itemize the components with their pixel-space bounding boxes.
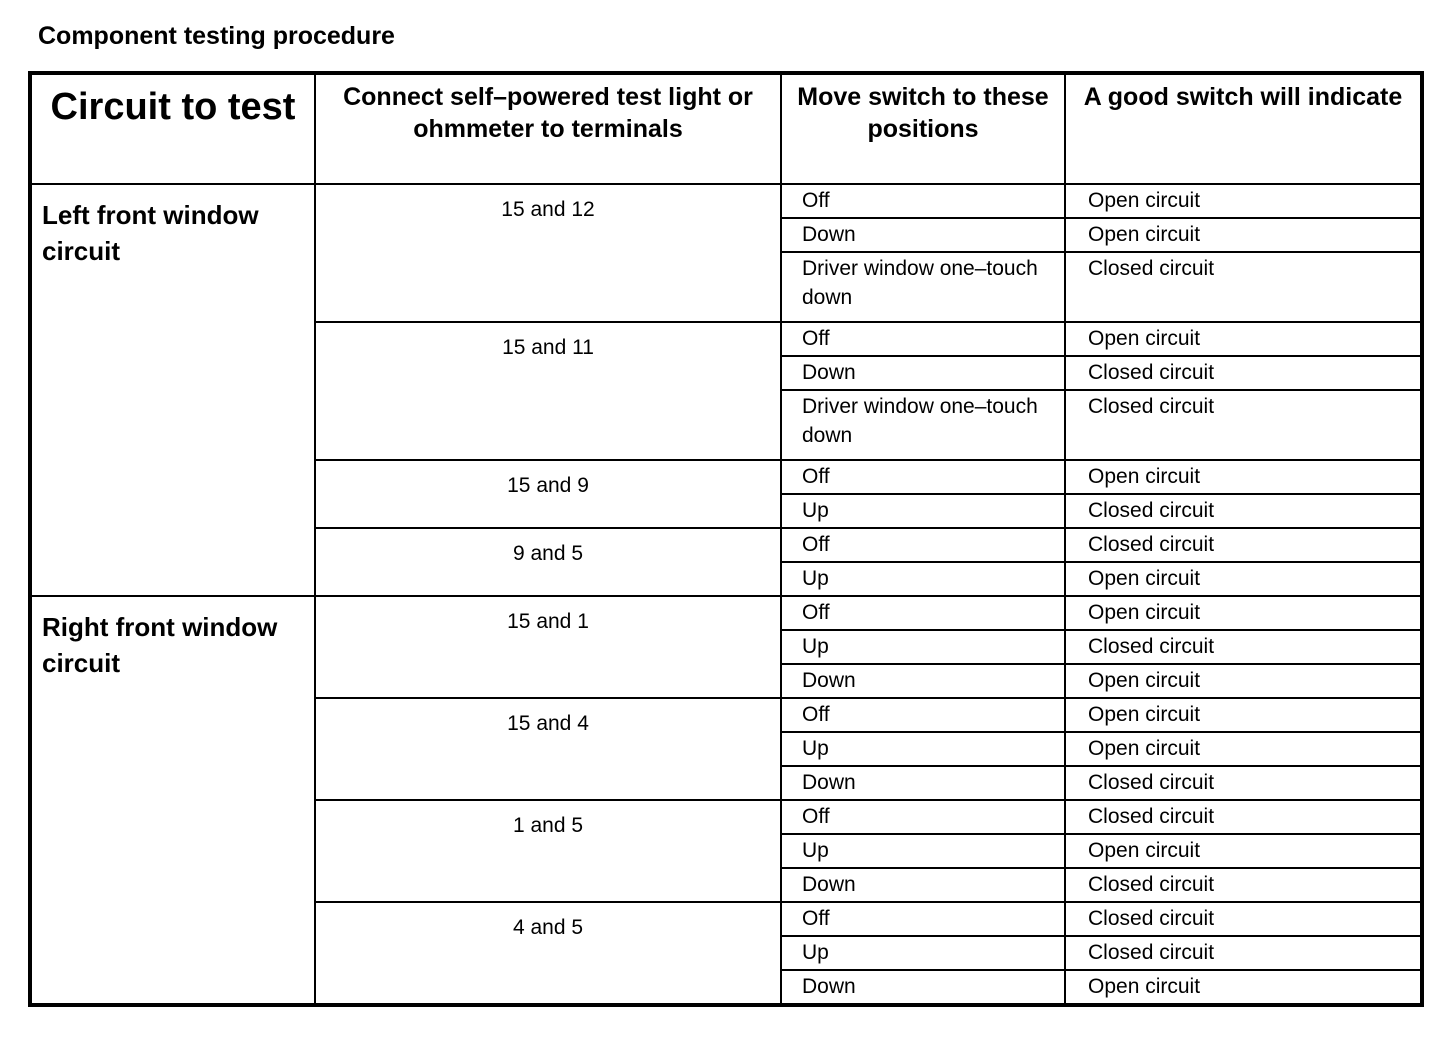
switch-position-cell: Off — [781, 322, 1065, 356]
result-cell: Closed circuit — [1065, 630, 1422, 664]
result-cell: Open circuit — [1065, 184, 1422, 218]
header-indicate: A good switch will indicate — [1065, 73, 1422, 184]
result-cell: Closed circuit — [1065, 868, 1422, 902]
terminals-cell: 15 and 11 — [315, 322, 781, 460]
circuit-name: Left front window circuit — [30, 184, 315, 596]
header-positions: Move switch to these positions — [781, 73, 1065, 184]
procedure-table — [28, 71, 1424, 1007]
header-row — [30, 73, 1422, 184]
result-cell: Open circuit — [1065, 664, 1422, 698]
result-cell: Closed circuit — [1065, 766, 1422, 800]
switch-position-cell: Up — [781, 834, 1065, 868]
switch-position-cell: Off — [781, 596, 1065, 630]
switch-position-cell: Off — [781, 460, 1065, 494]
header-circuit: Circuit to test — [30, 73, 315, 184]
terminals-cell: 15 and 1 — [315, 596, 781, 698]
result-cell: Closed circuit — [1065, 494, 1422, 528]
result-cell: Open circuit — [1065, 698, 1422, 732]
switch-position-cell: Off — [781, 902, 1065, 936]
result-cell: Open circuit — [1065, 970, 1422, 1005]
table-row — [30, 184, 1422, 218]
switch-position-cell: Down — [781, 766, 1065, 800]
terminals-cell: 15 and 4 — [315, 698, 781, 800]
result-cell: Closed circuit — [1065, 800, 1422, 834]
switch-position-cell: Down — [781, 970, 1065, 1005]
result-cell: Closed circuit — [1065, 936, 1422, 970]
terminals-cell: 15 and 12 — [315, 184, 781, 322]
result-cell: Open circuit — [1065, 732, 1422, 766]
switch-position-cell: Driver window one–touch down — [781, 390, 1065, 460]
switch-position-cell: Off — [781, 528, 1065, 562]
procedure-body — [30, 184, 1422, 1005]
switch-position-cell: Off — [781, 184, 1065, 218]
terminals-cell: 15 and 9 — [315, 460, 781, 528]
switch-position-cell: Driver window one–touch down — [781, 252, 1065, 322]
switch-position-cell: Up — [781, 562, 1065, 596]
result-cell: Closed circuit — [1065, 356, 1422, 390]
result-cell: Open circuit — [1065, 596, 1422, 630]
result-cell: Open circuit — [1065, 460, 1422, 494]
switch-position-cell: Up — [781, 630, 1065, 664]
result-cell: Closed circuit — [1065, 902, 1422, 936]
switch-position-cell: Up — [781, 732, 1065, 766]
page-title: Component testing procedure — [38, 22, 395, 50]
terminals-cell: 1 and 5 — [315, 800, 781, 902]
switch-position-cell: Down — [781, 868, 1065, 902]
result-cell: Open circuit — [1065, 322, 1422, 356]
result-cell: Open circuit — [1065, 562, 1422, 596]
result-cell: Closed circuit — [1065, 528, 1422, 562]
terminals-cell: 4 and 5 — [315, 902, 781, 1005]
header-terminals: Connect self–powered test light or ohmmeter to terminals — [315, 73, 781, 184]
table-row — [30, 596, 1422, 630]
switch-position-cell: Down — [781, 664, 1065, 698]
switch-position-cell: Down — [781, 356, 1065, 390]
switch-position-cell: Off — [781, 698, 1065, 732]
result-cell: Closed circuit — [1065, 252, 1422, 322]
switch-position-cell: Up — [781, 494, 1065, 528]
terminals-cell: 9 and 5 — [315, 528, 781, 596]
result-cell: Open circuit — [1065, 218, 1422, 252]
result-cell: Closed circuit — [1065, 390, 1422, 460]
result-cell: Open circuit — [1065, 834, 1422, 868]
circuit-name: Right front window circuit — [30, 596, 315, 1005]
switch-position-cell: Up — [781, 936, 1065, 970]
switch-position-cell: Down — [781, 218, 1065, 252]
switch-position-cell: Off — [781, 800, 1065, 834]
